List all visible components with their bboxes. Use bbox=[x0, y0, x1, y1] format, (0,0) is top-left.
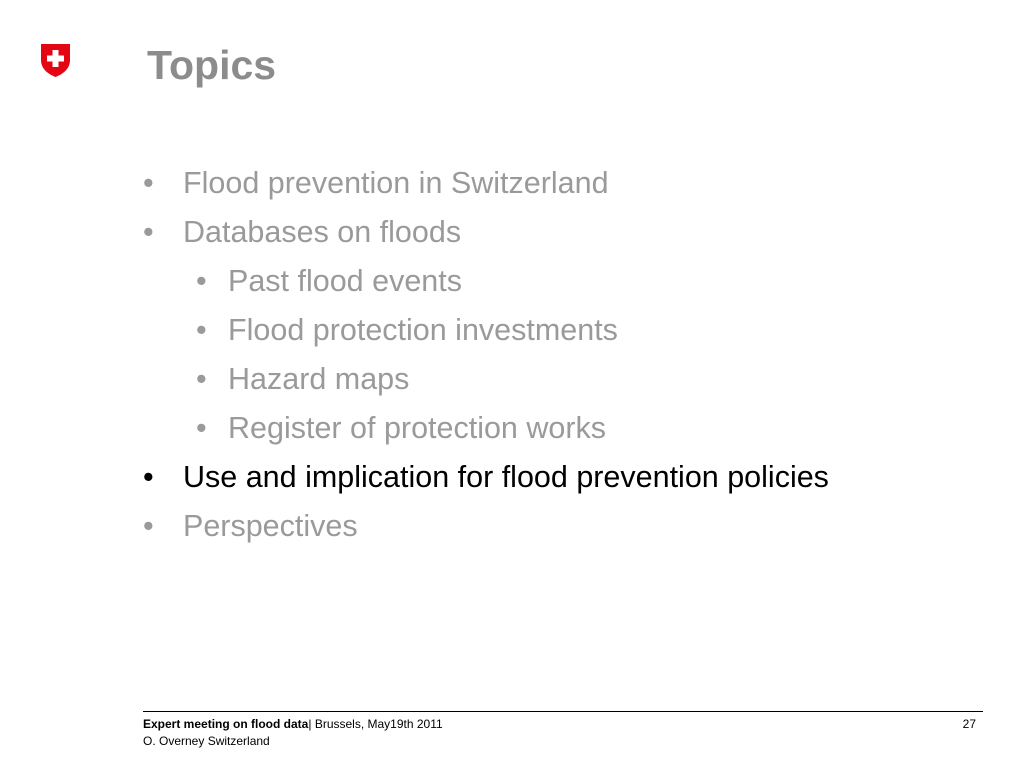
footer-author: O. Overney Switzerland bbox=[143, 734, 270, 748]
swiss-cross-shield-icon bbox=[40, 43, 71, 78]
bullet-text: Past flood events bbox=[228, 264, 462, 298]
bullet-marker: • bbox=[143, 509, 154, 543]
bullet-text: Flood prevention in Switzerland bbox=[183, 166, 609, 200]
bullet-item bbox=[143, 209, 461, 255]
bullet-marker: • bbox=[143, 460, 154, 494]
bullet-marker: • bbox=[196, 264, 207, 298]
page-number: 27 bbox=[962, 717, 976, 731]
bullet-marker: • bbox=[196, 411, 207, 445]
sub-bullet-item bbox=[196, 258, 462, 304]
sub-bullet-item bbox=[196, 405, 606, 451]
sub-bullet-item bbox=[196, 356, 409, 402]
footer-divider bbox=[143, 711, 983, 712]
bullet-marker: • bbox=[143, 166, 154, 200]
bullet-marker: • bbox=[196, 362, 207, 396]
footer-event-line bbox=[143, 716, 443, 733]
bullet-item-active bbox=[143, 454, 829, 500]
footer-separator: | bbox=[308, 717, 315, 731]
footer-info bbox=[143, 716, 443, 750]
bullet-text: Hazard maps bbox=[228, 362, 410, 396]
bullet-item bbox=[143, 503, 358, 549]
footer-event: Expert meeting on flood data bbox=[143, 717, 309, 731]
bullet-marker: • bbox=[196, 313, 207, 347]
bullet-text: Use and implication for flood prevention policies bbox=[183, 460, 829, 494]
slide-title: Topics bbox=[147, 42, 277, 88]
bullet-text: Databases on floods bbox=[183, 215, 462, 249]
bullet-item bbox=[143, 160, 609, 206]
footer-location-date: Brussels, May19th 2011 bbox=[314, 717, 443, 731]
bullet-text: Perspectives bbox=[183, 509, 358, 543]
bullet-marker: • bbox=[143, 215, 154, 249]
bullet-text: Flood protection investments bbox=[228, 313, 618, 347]
bullet-text: Register of protection works bbox=[228, 411, 607, 445]
sub-bullet-item bbox=[196, 307, 618, 353]
